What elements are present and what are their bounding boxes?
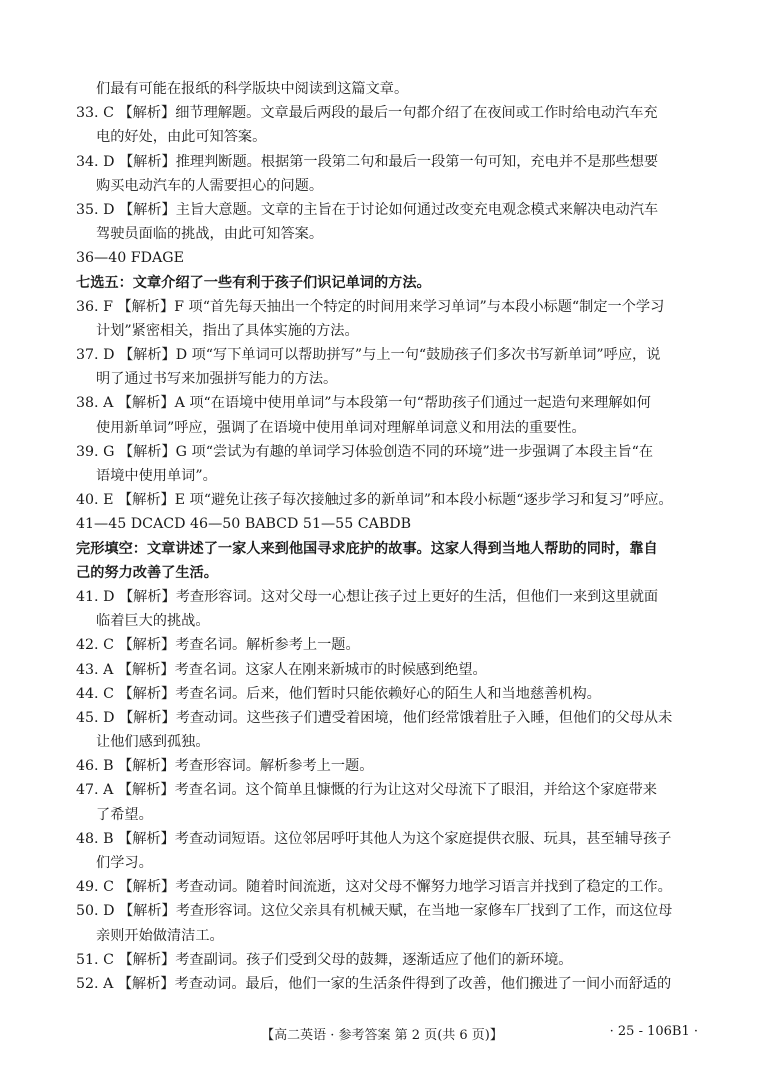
text-line: 完形填空：文章讲述了一家人来到他国寻求庇护的故事。这家人得到当地人帮助的同时，靠自 xyxy=(76,540,658,557)
text-line: 34. D 【解析】推理判断题。根据第一段第二句和最后一段第一句可知，充电并不是那些想要 xyxy=(76,153,659,170)
text-line: 让他们感到孤独。 xyxy=(96,734,210,751)
text-line: 47. A 【解析】考查名词。这个简单且慷慨的行为让这对父母流下了眼泪，并给这个家庭带来 xyxy=(76,782,657,799)
text-line: 52. A 【解析】考查动词。最后，他们一家的生活条件得到了改善，他们搬进了一间小而舒适的 xyxy=(76,975,672,992)
text-line: 39. G 【解析】G 项“尝试为有趣的单词学习体验创造不同的环境”进一步强调了本段主旨“在 xyxy=(76,443,654,460)
text-line: 使用新单词”呼应，强调了在语境中使用单词对理解单词意义和用法的重要性。 xyxy=(96,419,586,436)
text-line: 37. D 【解析】D 项“写下单词可以帮助拼写”与上一句“鼓励孩子们多次书写新单词”呼应，说 xyxy=(76,347,661,364)
page-footer xyxy=(0,1024,764,1046)
text-line: 计划”紧密相关，指出了具体实施的方法。 xyxy=(96,322,359,339)
text-line: 35. D 【解析】主旨大意题。文章的主旨在于讨论如何通过改变充电观念模式来解决电动汽车 xyxy=(76,201,659,218)
text-line: 46. B 【解析】考查形容词。解析参考上一题。 xyxy=(76,758,374,775)
text-line: 48. B 【解析】考查动词短语。这位邻居呼吁其他人为这个家庭提供衣服、玩具，甚至辅导孩子 xyxy=(76,830,672,847)
answer-content xyxy=(76,77,698,996)
text-line: 36. F 【解析】F 项“首先每天抽出一个特定的时间用来学习单词”与本段小标题“制定一个学习 xyxy=(76,298,665,315)
footer-paper-code: · 25 - 106B1 · xyxy=(609,1024,698,1039)
text-line: 了希望。 xyxy=(96,806,153,823)
text-line: 电的好处，由此可知答案。 xyxy=(96,129,267,146)
text-line: 语境中使用单词”。 xyxy=(96,468,217,484)
text-line: 40. E 【解析】E 项“避免让孩子每次接触过多的新单词”和本段小标题“逐步学习和复习”呼应。 xyxy=(76,492,673,509)
text-line: 临着巨大的挑战。 xyxy=(96,613,210,630)
text-line: 们最有可能在报纸的科学版块中阅读到这篇文章。 xyxy=(96,81,409,97)
text-line: 36—40 FDAGE xyxy=(76,250,184,267)
text-line: 七选五：文章介绍了一些有利于孩子们识记单词的方法。 xyxy=(76,274,431,291)
text-line: 亲则开始做清洁工。 xyxy=(96,927,224,944)
text-line: 己的努力改善了生活。 xyxy=(76,564,218,581)
text-line: 驾驶员面临的挑战，由此可知答案。 xyxy=(96,226,324,243)
text-line: 们学习。 xyxy=(96,855,153,871)
text-line: 42. C 【解析】考查名词。解析参考上一题。 xyxy=(76,637,360,654)
text-line: 43. A 【解析】考查名词。这家人在刚来新城市的时候感到绝望。 xyxy=(76,661,487,678)
text-line: 49. C 【解析】考查动词。随着时间流逝，这对父母不懈努力地学习语言并找到了稳定的工作。 xyxy=(76,879,672,896)
footer-page-info: 【高二英语 · 参考答案 第 2 页(共 6 页)】 xyxy=(261,1028,503,1043)
text-line: 41. D 【解析】考查形容词。这对父母一心想让孩子过上更好的生活，但他们一来到这里就面 xyxy=(76,588,659,605)
text-line: 45. D 【解析】考查动词。这些孩子们遭受着困境，他们经常饿着肚子入睡，但他们的父母从未 xyxy=(76,709,673,726)
text-line: 购买电动汽车的人需要担心的问题。 xyxy=(96,177,324,194)
text-line: 44. C 【解析】考查名词。后来，他们暂时只能依赖好心的陌生人和当地慈善机构。 xyxy=(76,685,601,702)
text-line: 38. A 【解析】A 项“在语境中使用单词”与本段第一句“帮助孩子们通过一起造句来理解如何 xyxy=(76,395,651,412)
text-line: 41—45 DCACD 46—50 BABCD 51—55 CABDB xyxy=(76,516,412,533)
text-line: 51. C 【解析】考查副词。孩子们受到父母的鼓舞，逐渐适应了他们的新环境。 xyxy=(76,951,573,968)
text-line: 33. C 【解析】细节理解题。文章最后两段的最后一句都介绍了在夜间或工作时给电动汽车充 xyxy=(76,105,658,122)
text-line: 明了通过书写来加强拼写能力的方法。 xyxy=(96,371,338,388)
text-line: 50. D 【解析】考查形容词。这位父亲具有机械天赋，在当地一家修车厂找到了工作，而这位母 xyxy=(76,903,673,920)
